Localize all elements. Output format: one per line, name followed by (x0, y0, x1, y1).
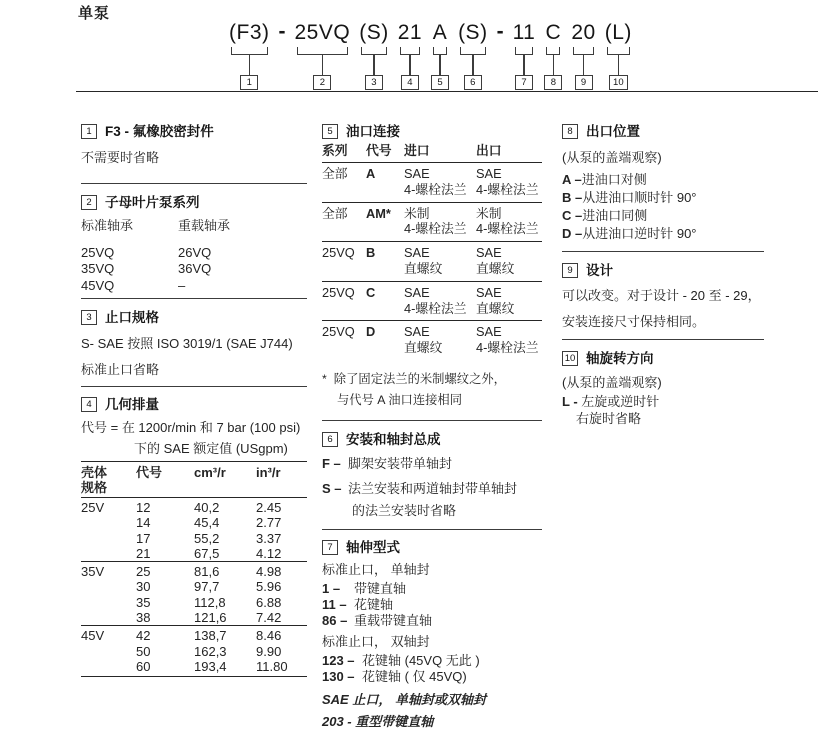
section-3-numbox: 3 (81, 310, 97, 325)
bracket (400, 47, 420, 55)
bearing-row (81, 261, 307, 278)
cell-cm3r: 81,6 (194, 562, 256, 580)
section-2-numbox: 2 (81, 195, 97, 210)
cell-inlet (404, 202, 476, 242)
cell-in3r: 2.77 (256, 515, 282, 531)
bracket (231, 47, 268, 55)
item-code: 1 – (322, 580, 341, 596)
cell-series: 25VQ (322, 284, 355, 300)
section-1-note: 不需要时省略 (81, 150, 160, 165)
mounting-item-S-line2: 的法兰安装时省略 (352, 502, 457, 518)
col-header-outlet: 出口 (476, 143, 542, 163)
code-segment-label: C (545, 21, 562, 44)
table-row (81, 515, 307, 530)
cell-size: 25V (81, 500, 105, 515)
shaft-item (322, 581, 542, 597)
cell-code: 17 (136, 530, 151, 546)
header-divider (76, 91, 818, 92)
cell-code: 25 (136, 562, 194, 580)
cell-cm3r: 40,2 (194, 500, 220, 515)
inlet-line: 直螺纹 (404, 340, 443, 356)
section-3-title: 止口规格 (105, 310, 159, 325)
code-segment-1 (229, 21, 270, 90)
cell-cm3r: 67,5 (194, 545, 220, 561)
code-ref-box: 1 (240, 75, 258, 90)
cell-size: 45V (81, 626, 136, 644)
cell-code: B (366, 245, 376, 261)
item-text: 重载带键直轴 (354, 612, 433, 628)
mounting-item-S (322, 480, 542, 497)
section-9-header (562, 262, 807, 279)
port-footnote-line2: 与代号 A 油口连接相同 (337, 392, 463, 407)
code-segment-label: 20 (571, 21, 596, 44)
connector-line (322, 55, 324, 75)
outlet-line: SAE (476, 324, 502, 340)
col-header-housing-size (81, 462, 136, 498)
port-footnote (322, 371, 542, 387)
table-row (81, 659, 307, 677)
cell-size: 35V (81, 562, 136, 580)
connector-line (472, 55, 474, 75)
section-4-header (81, 396, 307, 413)
cell-code: 14 (136, 515, 151, 531)
shaft-subheading-sae: SAE 止口， 单轴封或双轴封 (322, 691, 486, 707)
section-9-title: 设计 (586, 263, 613, 278)
divider (562, 251, 764, 252)
cell-cm3r: 138,7 (194, 626, 256, 644)
code-ref-box: 10 (609, 75, 628, 90)
section-7-numbox: 7 (322, 540, 338, 555)
page-title: 单泵 (78, 5, 111, 22)
rotation-item-line2: 右旋时省略 (576, 411, 642, 426)
series-value: 25VQ (81, 244, 115, 260)
code-segment-label: 21 (397, 21, 423, 44)
cell-cm3r: 45,4 (194, 515, 220, 531)
cell-code: 42 (136, 626, 194, 644)
outlet-line: SAE (476, 284, 502, 300)
code-ref-box: 4 (401, 75, 419, 90)
code-segment-label: (S) (458, 21, 488, 44)
mounting-item-F (322, 455, 542, 472)
connector-line (373, 55, 375, 75)
col-header-code: 代号 (366, 143, 404, 163)
bracket (607, 47, 630, 55)
bearing-row (81, 245, 307, 262)
item-text: 法兰安装和两道轴封带单轴封 (348, 480, 518, 496)
section-8-header (562, 123, 807, 140)
bearing-header-row (81, 218, 307, 235)
item-code: B – (562, 190, 583, 205)
item-code: 86 – (322, 612, 348, 628)
col-header-line: 规格 (81, 480, 108, 495)
cell-series: 25VQ (322, 245, 355, 261)
section-1-numbox: 1 (81, 124, 97, 139)
outlet-position-item (562, 207, 807, 225)
item-code: D – (562, 226, 583, 241)
cell-inlet (404, 281, 476, 321)
section-5-header (322, 123, 542, 140)
code-segment-7 (513, 21, 536, 90)
cell-cm3r: 55,2 (194, 530, 220, 546)
outlet-position-item (562, 189, 807, 207)
cell-outlet (476, 202, 542, 242)
cell-series: 全部 (322, 205, 348, 221)
divider (81, 386, 307, 387)
table-row (81, 531, 307, 546)
cell-code: 30 (136, 579, 151, 595)
cell-cm3r: 97,7 (194, 579, 220, 595)
code-segment-8 (544, 21, 562, 90)
footnote-asterisk: * (322, 371, 327, 386)
col-header-line: 壳体 (81, 465, 108, 480)
displacement-table (81, 461, 307, 677)
item-code: 130 – (322, 668, 355, 684)
inlet-line: 4-螺栓法兰 (404, 300, 467, 316)
item-text: 花键轴 (354, 596, 394, 612)
cell-size (81, 515, 136, 530)
section-6-header (322, 431, 542, 448)
connector-line (583, 55, 585, 75)
group-25V (81, 498, 307, 562)
column-middle (322, 118, 542, 730)
cell-in3r: 6.88 (256, 594, 282, 610)
section-8-numbox: 8 (562, 124, 578, 139)
item-text: 进油口同侧 (582, 208, 648, 223)
section-1-header (81, 123, 307, 140)
port-row-D (322, 321, 542, 360)
divider (81, 298, 307, 299)
section-6-title: 安装和轴封总成 (346, 431, 441, 447)
section-10-numbox: 10 (562, 351, 578, 366)
code-ref-box: 7 (515, 75, 533, 90)
item-code: S – (322, 480, 342, 496)
cell-size (81, 531, 136, 546)
cell-code: 38 (136, 610, 151, 626)
cell-inlet (404, 163, 476, 203)
section-7-title: 轴伸型式 (346, 539, 400, 555)
col-header-in3r: in³/r (256, 462, 307, 498)
code-segment-10 (605, 21, 632, 90)
section-4-desc: 代号 = 在 1200r/min 和 7 bar (100 psi) (81, 420, 301, 435)
cell-code: 35 (136, 594, 151, 610)
port-header-row (322, 143, 542, 163)
cell-outlet (476, 163, 542, 203)
section-8-note: (从泵的盖端观察) (562, 150, 662, 165)
col-header-cm3r: cm³/r (194, 462, 256, 498)
code-segment-6 (458, 21, 488, 90)
code-separator: - (496, 20, 504, 43)
cell-size (81, 659, 136, 677)
table-row (81, 546, 307, 562)
table-row (81, 644, 307, 659)
port-row-C (322, 281, 542, 321)
item-text: 花键轴 (45VQ 无此 ) (362, 652, 480, 668)
section-2-title: 子母叶片泵系列 (105, 195, 200, 210)
bracket (546, 47, 560, 55)
code-segment-label: 25VQ (294, 21, 351, 44)
inlet-line: 直螺纹 (404, 260, 443, 276)
section-10-header (562, 350, 807, 367)
cell-outlet (476, 242, 542, 282)
code-ref-box: 9 (575, 75, 593, 90)
cell-in3r: 3.37 (256, 530, 282, 546)
section-4-desc: 下的 SAE 额定值 (USgpm) (134, 441, 288, 456)
port-row-AM (322, 202, 542, 242)
connector-line (553, 55, 555, 75)
code-ref-box: 3 (365, 75, 383, 90)
table-row (81, 626, 307, 644)
section-7-header (322, 539, 542, 556)
cell-size (81, 595, 136, 610)
series-value: 45VQ (81, 277, 115, 293)
shaft-item (322, 613, 542, 629)
cell-code: AM* (366, 205, 391, 221)
section-10-note: (从泵的盖端观察) (562, 375, 662, 390)
series-value: 35VQ (81, 261, 115, 276)
cell-code: 21 (136, 545, 151, 561)
section-5-title: 油口连接 (346, 124, 400, 139)
bracket (361, 47, 387, 55)
section-4-numbox: 4 (81, 397, 97, 412)
shaft-item-203: 203 - 重型带键直轴 (322, 713, 434, 729)
table-row (81, 498, 307, 516)
connector-line (249, 55, 251, 75)
outlet-line: SAE (476, 166, 502, 181)
cell-inlet (404, 321, 476, 360)
column-right (562, 118, 807, 427)
item-text: 带键直轴 (354, 580, 407, 596)
model-code-diagram (229, 21, 632, 90)
cell-in3r: 11.80 (256, 659, 307, 677)
inlet-line: 米制 (404, 205, 430, 221)
divider (562, 339, 764, 340)
section-3-line: 标准止口省略 (81, 362, 160, 377)
item-text: 脚架安装带单轴封 (348, 455, 453, 471)
section-4-title: 几何排量 (105, 397, 159, 412)
bracket (573, 47, 593, 55)
code-segment-4 (398, 21, 422, 90)
col-header-series: 系列 (322, 143, 366, 163)
shaft-subheading: 标准止口， 双轴封 (322, 633, 430, 649)
item-code: L - (562, 394, 578, 409)
bearing-row (81, 278, 307, 295)
section-5-numbox: 5 (322, 124, 338, 139)
item-text: 花键轴 ( 仅 45VQ) (362, 668, 467, 684)
code-segment-2 (295, 21, 351, 90)
cell-in3r: 7.42 (256, 610, 282, 626)
port-row-B (322, 242, 542, 282)
inlet-line: 4-螺栓法兰 (404, 221, 467, 237)
section-8-title: 出口位置 (586, 124, 640, 139)
cell-code: D (366, 324, 376, 340)
shaft-item (322, 653, 542, 669)
item-code: F – (322, 455, 341, 471)
section-10-title: 轴旋转方向 (586, 351, 654, 366)
inlet-line: SAE (404, 284, 430, 300)
outlet-position-item (562, 225, 807, 243)
cell-code: C (366, 284, 376, 300)
item-text: 左旋或逆时针 (581, 394, 660, 409)
cell-code: A (366, 166, 376, 181)
design-line: 安装连接尺寸保持相同。 (562, 314, 706, 329)
item-text: 进油口对侧 (581, 172, 647, 187)
cell-cm3r: 162,3 (194, 643, 227, 659)
cell-outlet (476, 321, 542, 360)
cell-size (81, 644, 136, 659)
code-segment-label: (L) (604, 21, 632, 44)
port-connection-table (322, 143, 542, 360)
outlet-line: SAE (476, 245, 502, 261)
code-ref-box: 6 (464, 75, 482, 90)
bracket (433, 47, 447, 55)
item-text: 从进油口逆时针 90° (582, 226, 697, 241)
code-segment-3 (359, 21, 389, 90)
item-code: A – (562, 172, 582, 187)
connector-line (523, 55, 525, 75)
cell-in3r: 9.90 (256, 643, 282, 659)
code-segment-9 (571, 21, 595, 90)
item-code: 11 – (322, 596, 347, 612)
outlet-position-item (562, 171, 807, 189)
shaft-item (322, 597, 542, 613)
item-text: 从进油口顺时针 90° (582, 190, 697, 205)
table-row (81, 579, 307, 594)
table-row (81, 562, 307, 580)
inlet-line: 4-螺栓法兰 (404, 181, 467, 197)
series-value: 26VQ (178, 244, 212, 260)
cell-in3r: 4.12 (256, 545, 282, 561)
port-row-A (322, 163, 542, 203)
cell-cm3r: 193,4 (194, 659, 256, 677)
inlet-line: SAE (404, 166, 430, 181)
bracket (297, 47, 349, 55)
code-segment-label: (S) (359, 21, 389, 44)
connector-line (409, 55, 411, 75)
code-separator: - (278, 20, 286, 43)
outlet-line: 直螺纹 (476, 300, 515, 316)
col-header-inlet: 进口 (404, 143, 476, 163)
cell-in3r: 5.96 (256, 579, 282, 595)
inlet-line: SAE (404, 245, 430, 261)
cell-in3r: 4.98 (256, 562, 307, 580)
cell-size (81, 546, 136, 562)
footnote-text: 除了固定法兰的米制螺纹之外， (333, 371, 506, 386)
rotation-item-L (562, 393, 807, 410)
cell-cm3r: 121,6 (194, 610, 227, 626)
col-header-code: 代号 (136, 462, 194, 498)
series-value: – (178, 277, 186, 293)
inlet-line: SAE (404, 324, 430, 340)
cell-code: 12 (136, 500, 151, 515)
outlet-line: 米制 (476, 205, 502, 221)
cell-series: 25VQ (322, 324, 355, 340)
section-3-line: S- SAE 按照 ISO 3019/1 (SAE J744) (81, 336, 293, 351)
code-segment-label: (F3) (229, 21, 270, 44)
cell-outlet (476, 281, 542, 321)
section-6-numbox: 6 (322, 432, 338, 447)
bracket (460, 47, 486, 55)
cell-in3r: 2.45 (256, 500, 282, 515)
group-45V (81, 626, 307, 677)
col-standard-bearing: 标准轴承 (81, 218, 134, 233)
outlet-line: 4-螺栓法兰 (476, 181, 539, 197)
cell-code: 50 (136, 643, 151, 659)
table-row (81, 610, 307, 626)
outlet-line: 直螺纹 (476, 260, 515, 276)
shaft-item (322, 669, 542, 685)
code-ref-box: 8 (544, 75, 562, 90)
cell-size (81, 610, 136, 626)
cell-cm3r: 112,8 (194, 594, 226, 610)
section-2-header (81, 194, 307, 211)
column-left (81, 118, 307, 677)
code-ref-box: 2 (313, 75, 331, 90)
item-code: C – (562, 208, 583, 223)
code-segment-label: A (432, 21, 448, 44)
bracket (515, 47, 534, 55)
connector-line (439, 55, 441, 75)
cell-size (81, 579, 136, 594)
cell-code: 60 (136, 659, 194, 677)
group-35V (81, 562, 307, 626)
section-1-title: F3 - 氟橡胶密封件 (105, 124, 214, 139)
code-segment-label: 11 (512, 21, 536, 44)
outlet-line: 4-螺栓法兰 (476, 221, 539, 237)
col-heavy-bearing: 重载轴承 (178, 218, 231, 233)
shaft-subheading: 标准止口， 单轴封 (322, 561, 430, 577)
section-3-header (81, 309, 307, 326)
cell-in3r: 8.46 (256, 626, 307, 644)
divider (322, 529, 542, 530)
outlet-line: 4-螺栓法兰 (476, 340, 539, 356)
code-ref-box: 5 (431, 75, 449, 90)
design-line: 可以改变。对于设计 - 20 至 - 29， (562, 288, 761, 303)
displacement-header-row (81, 462, 307, 498)
cell-inlet (404, 242, 476, 282)
cell-series: 全部 (322, 166, 348, 181)
section-9-numbox: 9 (562, 263, 578, 278)
connector-line (618, 55, 620, 75)
table-row (81, 595, 307, 610)
item-code: 123 – (322, 652, 355, 668)
divider (81, 183, 307, 184)
code-segment-5 (431, 21, 449, 90)
divider (322, 420, 542, 421)
series-value: 36VQ (178, 261, 212, 276)
